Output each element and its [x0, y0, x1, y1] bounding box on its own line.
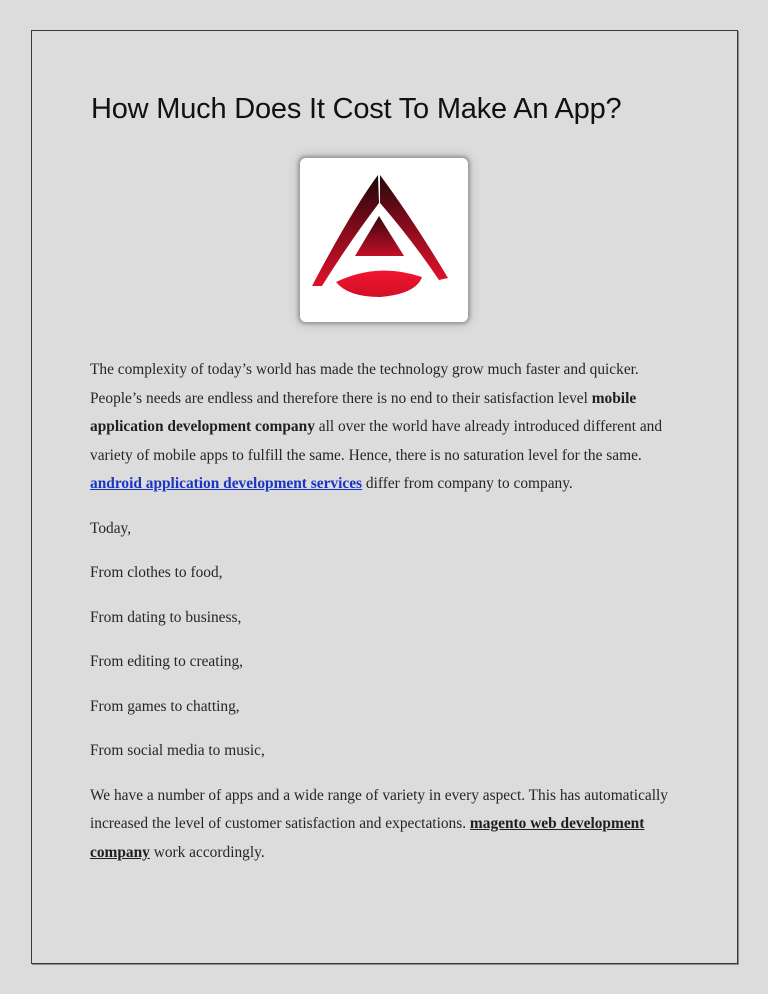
closing-text-1: We have a number of apps and a wide range of variety in every aspect. This has automatically increased the level of customer satisfaction and expectations.: [90, 786, 668, 832]
intro-text-3: differ from company to company.: [362, 475, 573, 492]
red-triangle-logo-icon: [300, 158, 468, 322]
text-line: Today,: [90, 519, 132, 537]
document-body: [90, 356, 690, 883]
text-line: From social media to music,: [90, 742, 265, 759]
text-line: From editing to creating,: [90, 653, 244, 670]
intro-paragraph: [90, 356, 690, 499]
text-line: From dating to business,: [90, 608, 242, 626]
closing-text-2: work accordingly.: [149, 843, 265, 861]
text-line: From clothes to food,: [90, 564, 223, 581]
magento-company-link[interactable]: magento web development company: [90, 815, 645, 861]
logo-frame: [300, 158, 468, 322]
bold-phrase: mobile application development company: [90, 389, 637, 435]
page-title: How Much Does It Cost To Make An App?: [91, 93, 622, 125]
closing-paragraph: [90, 782, 690, 868]
intro-text-1: The complexity of today’s world has made the technology grow much faster and quicker. People’s needs are endless and therefore there is no end to their satisfaction level: [90, 361, 639, 407]
intro-text-2: all over the world have already introduced different and variety of mobile apps to fulfill the same. Hence, there is no saturation level for the same.: [90, 418, 663, 464]
text-line: From games to chatting,: [90, 697, 240, 715]
android-services-link[interactable]: android application development services: [90, 475, 363, 492]
